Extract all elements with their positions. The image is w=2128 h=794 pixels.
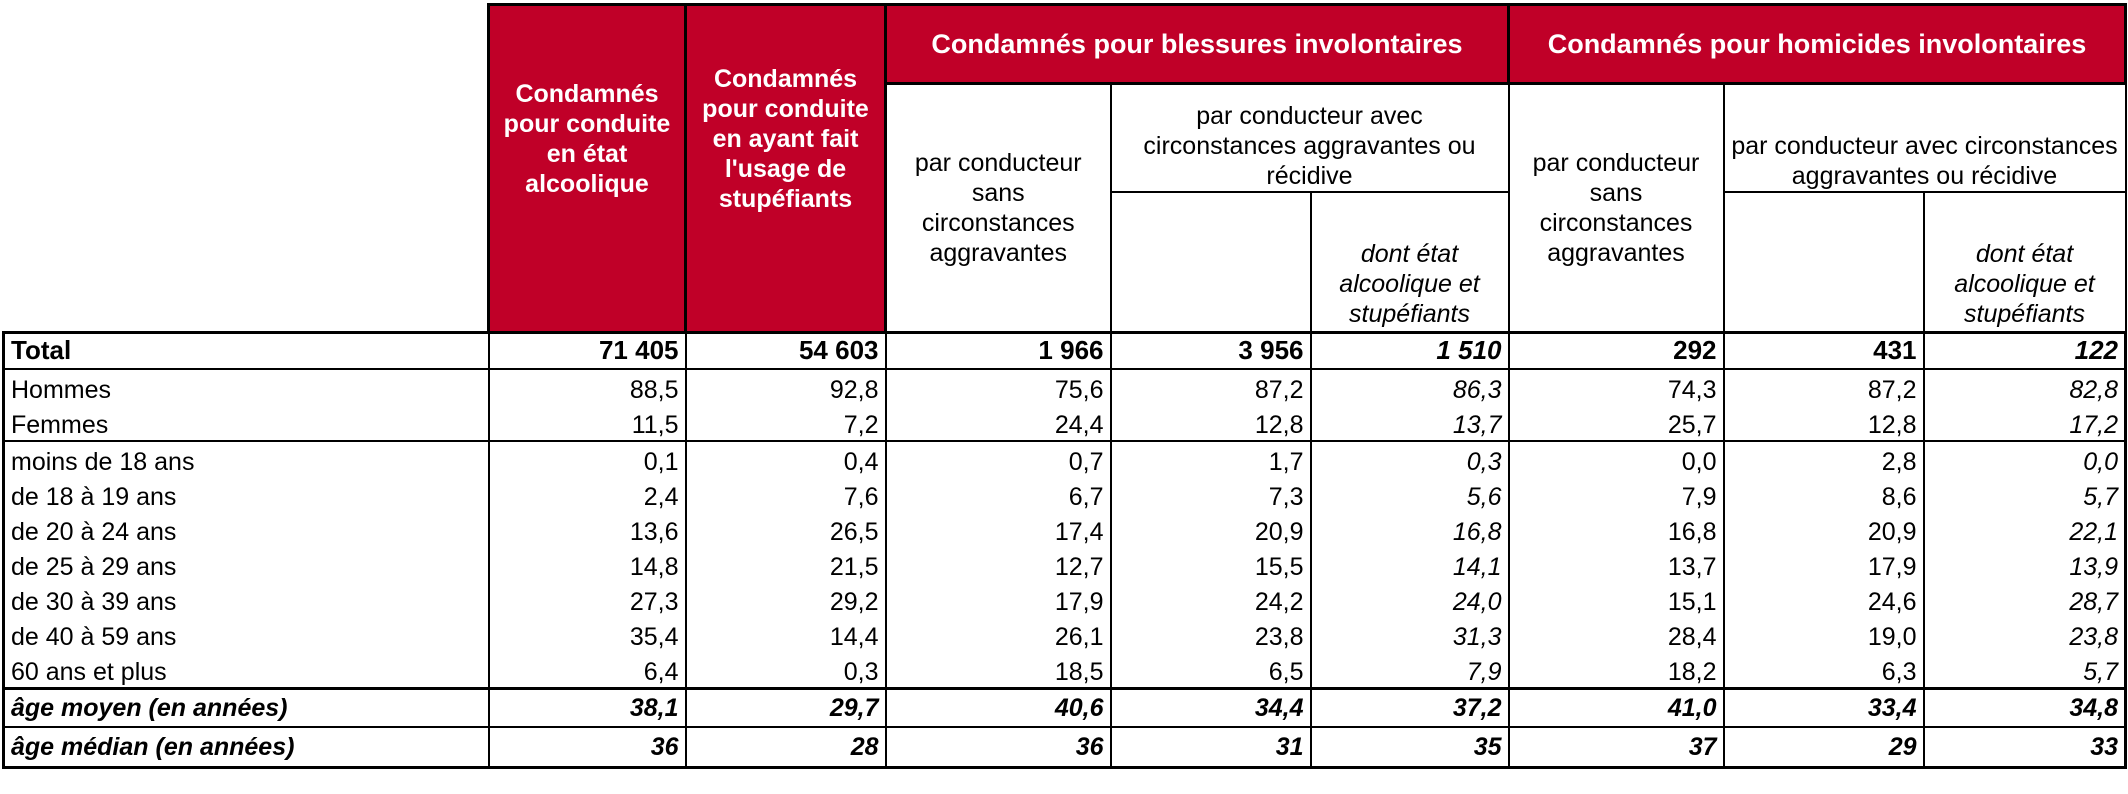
cell-alcool: 36: [489, 727, 686, 768]
cell-alcool: 38,1: [489, 689, 686, 728]
cell-homicides-avec: 33,4: [1724, 689, 1924, 728]
cell-blessures-sans: 1 966: [886, 333, 1111, 370]
table-row-age-moyen: [4, 689, 2126, 728]
cell-stupefiants: 92,8: [686, 369, 886, 405]
cell-homicides-dont: 5,7: [1924, 652, 2126, 689]
cell-alcool: 2,4: [489, 477, 686, 512]
cell-blessures-avec: 6,5: [1268, 658, 1304, 686]
cell-stupefiants: 21,5: [686, 547, 886, 582]
cell-blessures-avec: 24,2: [1254, 588, 1304, 616]
cell-stupefiants: 7,2: [686, 405, 886, 441]
cell-blessures-sans: 18,5: [886, 652, 1111, 689]
table-row-total: [4, 333, 2126, 370]
cell-stupefiants: 28: [686, 727, 886, 768]
cell-alcool: 0,1: [489, 441, 686, 477]
row-label: Total: [4, 333, 489, 370]
cell-blessures-sans: 17,4: [886, 512, 1111, 547]
cell-homicides-dont: 17,2: [1924, 405, 2126, 441]
cell-blessures-avec: 34,4: [1111, 689, 1311, 728]
cell-blessures-dont: 5,6: [1311, 477, 1509, 512]
row-label: âge moyen (en années): [4, 689, 489, 728]
cell-blessures-sans: 6,7: [886, 477, 1111, 512]
row-label: Femmes: [4, 405, 489, 441]
row-label: de 18 à 19 ans: [4, 477, 489, 512]
cell-homicides-avec: 20,9: [1867, 518, 1917, 546]
cell-homicides-sans: 16,8: [1509, 512, 1724, 547]
cell-alcool: 35,4: [489, 617, 686, 652]
cell-homicides-dont: 13,9: [1924, 547, 2126, 582]
cell-blessures-dont: 31,3: [1311, 617, 1509, 652]
cell-alcool: 14,8: [489, 547, 686, 582]
cell-blessures-dont: 7,9: [1311, 652, 1509, 689]
cell-alcool: 71 405: [489, 333, 686, 370]
cell-homicides-sans: 7,9: [1509, 477, 1724, 512]
cell-homicides-sans: 25,7: [1509, 405, 1724, 441]
row-label: de 40 à 59 ans: [4, 617, 489, 652]
cell-blessures-avec: 31: [1111, 727, 1311, 768]
header-stupefiants: Condamnés pour conduite en ayant fait l'usage de stupéfiants: [686, 5, 886, 333]
cell-stupefiants: 7,6: [686, 477, 886, 512]
subheader-blessures-avec: par conducteur avec circonstances aggravantes ou récidive: [1111, 84, 1509, 193]
cell-homicides-avec: 87,2: [1867, 376, 1917, 404]
subheader-blessures-avec-blank: [1111, 192, 1311, 333]
table-row: [4, 582, 2126, 617]
cell-homicides-avec: 17,9: [1867, 553, 1917, 581]
cell-homicides-avec: 8,6: [1881, 483, 1917, 511]
table-row: [4, 477, 2126, 512]
cell-homicides-dont: 28,7: [1924, 582, 2126, 617]
cell-homicides-sans: 28,4: [1509, 617, 1724, 652]
cell-homicides-dont: 122: [1924, 333, 2126, 370]
cell-blessures-sans: 12,7: [886, 547, 1111, 582]
row-label: moins de 18 ans: [4, 441, 489, 477]
cell-homicides-avec: 2,8: [1724, 441, 1924, 477]
cell-homicides-sans: 41,0: [1509, 689, 1724, 728]
cell-blessures-sans: 75,6: [886, 369, 1111, 405]
cell-blessures-dont: 37,2: [1311, 689, 1509, 728]
cell-homicides-avec: 19,0: [1867, 623, 1917, 651]
table-row: [4, 512, 2126, 547]
row-label: Hommes: [4, 369, 489, 405]
header-homicides: Condamnés pour homicides involontaires: [1509, 5, 2126, 84]
cell-blessures-avec: 87,2: [1254, 376, 1304, 404]
cell-alcool: 11,5: [489, 405, 686, 441]
row-label: de 25 à 29 ans: [4, 547, 489, 582]
cell-homicides-dont: 5,7: [1924, 477, 2126, 512]
cell-homicides-dont: 23,8: [1924, 617, 2126, 652]
cell-stupefiants: 26,5: [686, 512, 886, 547]
cell-blessures-dont: 1 510: [1311, 333, 1509, 370]
row-label: de 20 à 24 ans: [4, 512, 489, 547]
cell-alcool: 13,6: [489, 512, 686, 547]
cell-homicides-dont: 82,8: [1924, 369, 2126, 405]
subheader-homicides-avec: par conducteur avec circonstances aggravantes ou récidive: [1724, 84, 2126, 193]
cell-blessures-dont: 13,7: [1311, 405, 1509, 441]
table-row: [4, 441, 2126, 477]
cell-blessures-sans: 36: [886, 727, 1111, 768]
cell-homicides-dont: 0,0: [1924, 441, 2126, 477]
cell-homicides-sans: 74,3: [1509, 369, 1724, 405]
cell-alcool: 27,3: [489, 582, 686, 617]
cell-blessures-avec: 15,5: [1254, 553, 1304, 581]
cell-homicides-dont: 22,1: [1924, 512, 2126, 547]
table-row-age-median: [4, 727, 2126, 768]
header-alcool: Condamnés pour conduite en état alcoolique: [489, 5, 686, 333]
subheader-blessures-sans: par conducteur sans circonstances aggravantes: [886, 84, 1111, 333]
cell-blessures-sans: 26,1: [886, 617, 1111, 652]
cell-homicides-avec: 29: [1724, 727, 1924, 768]
cell-alcool: 6,4: [489, 652, 686, 689]
table-row: [4, 547, 2126, 582]
table-row: [4, 405, 2126, 441]
subheader-homicides-avec-blank: [1724, 192, 1924, 333]
cell-stupefiants: 54 603: [686, 333, 886, 370]
cell-blessures-dont: 14,1: [1311, 547, 1509, 582]
cell-homicides-sans: 18,2: [1509, 652, 1724, 689]
cell-homicides-dont: 33: [1924, 727, 2126, 768]
row-label: de 30 à 39 ans: [4, 582, 489, 617]
corner-blank: [4, 5, 489, 333]
cell-blessures-avec: 1,7: [1111, 441, 1311, 477]
cell-homicides-avec: 431: [1724, 333, 1924, 370]
cell-blessures-sans: 24,4: [886, 405, 1111, 441]
cell-homicides-avec: 6,3: [1881, 658, 1917, 686]
cell-homicides-sans: 13,7: [1509, 547, 1724, 582]
stats-table: [2, 3, 2127, 769]
cell-blessures-dont: 86,3: [1311, 369, 1509, 405]
cell-blessures-sans: 40,6: [886, 689, 1111, 728]
cell-blessures-sans: 0,7: [886, 441, 1111, 477]
cell-stupefiants: 29,7: [686, 689, 886, 728]
cell-blessures-dont: 35: [1311, 727, 1509, 768]
cell-blessures-avec: 23,8: [1254, 623, 1304, 651]
cell-homicides-dont: 34,8: [1924, 689, 2126, 728]
cell-blessures-dont: 24,0: [1311, 582, 1509, 617]
cell-stupefiants: 0,4: [686, 441, 886, 477]
table-row: [4, 617, 2126, 652]
subheader-homicides-dont: dont état alcoolique et stupéfiants: [1924, 192, 2126, 333]
cell-blessures-avec: 3 956: [1111, 333, 1311, 370]
cell-blessures-avec: 7,3: [1268, 483, 1304, 511]
row-label: âge médian (en années): [4, 727, 489, 768]
cell-stupefiants: 29,2: [686, 582, 886, 617]
cell-blessures-dont: 0,3: [1311, 441, 1509, 477]
table-row: [4, 652, 2126, 689]
cell-homicides-sans: 37: [1509, 727, 1724, 768]
row-label: 60 ans et plus: [4, 652, 489, 689]
cell-homicides-sans: 15,1: [1509, 582, 1724, 617]
cell-homicides-sans: 0,0: [1509, 441, 1724, 477]
subheader-homicides-sans: par conducteur sans circonstances aggravantes: [1509, 84, 1724, 333]
cell-blessures-sans: 17,9: [886, 582, 1111, 617]
cell-homicides-avec: 24,6: [1867, 588, 1917, 616]
subheader-blessures-dont: dont état alcoolique et stupéfiants: [1311, 192, 1509, 333]
table-row: [4, 369, 2126, 405]
cell-stupefiants: 14,4: [686, 617, 886, 652]
cell-alcool: 88,5: [489, 369, 686, 405]
cell-blessures-avec: 12,8: [1254, 411, 1304, 439]
cell-blessures-avec: 20,9: [1254, 518, 1304, 546]
cell-blessures-dont: 16,8: [1311, 512, 1509, 547]
cell-homicides-avec: 12,8: [1867, 411, 1917, 439]
header-blessures: Condamnés pour blessures involontaires: [886, 5, 1509, 84]
cell-stupefiants: 0,3: [686, 652, 886, 689]
cell-homicides-sans: 292: [1509, 333, 1724, 370]
